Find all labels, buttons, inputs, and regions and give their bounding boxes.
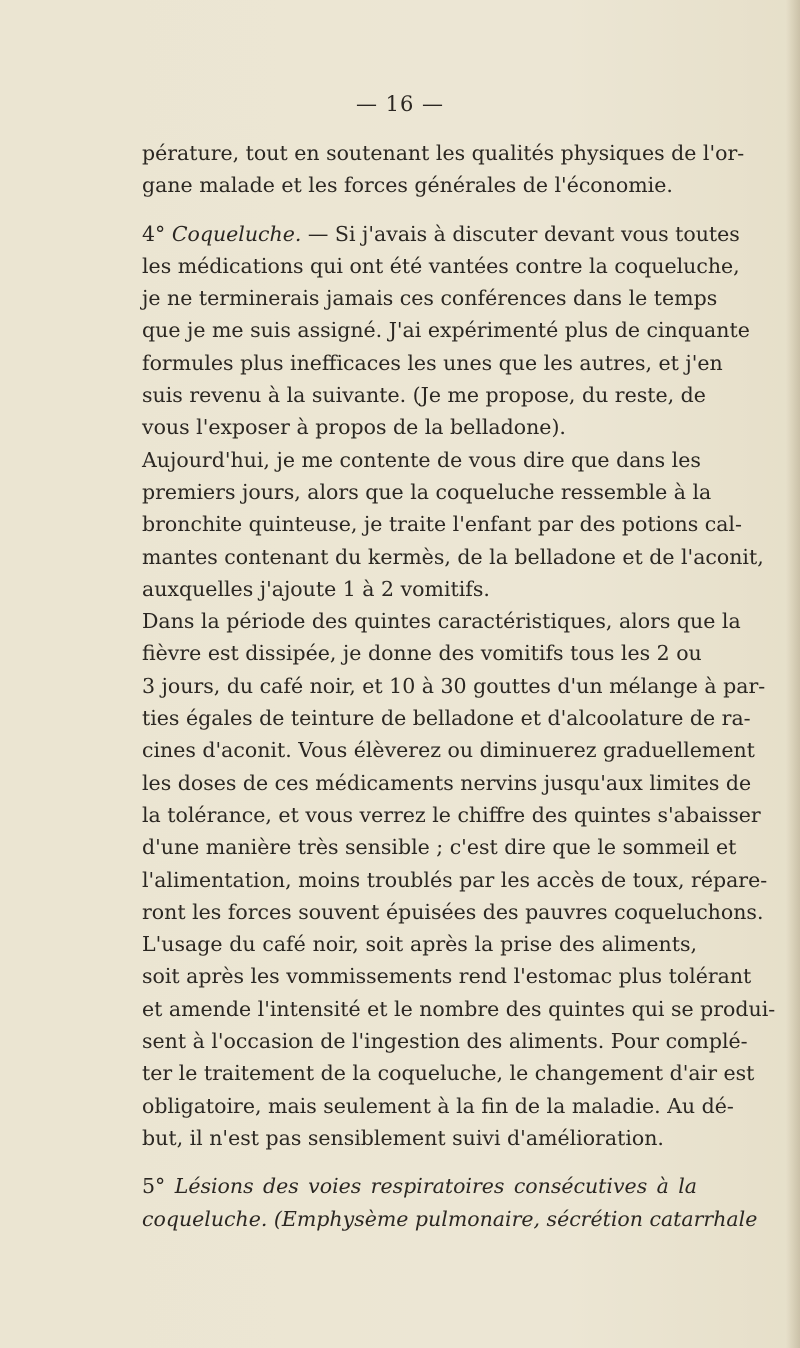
text-line: les doses de ces médicaments nervins jusqu'aux limites de: [142, 770, 752, 795]
text-line: bronchite quinteuse, je traite l'enfant par des potions cal-: [142, 512, 742, 537]
text-line: cines d'aconit. Vous élèverez ou diminuerez graduellement: [142, 738, 755, 763]
section-heading-coqueluche: Coqueluche.: [171, 221, 302, 246]
text-line: Dans la période des quintes caractéristiques, alors que la: [142, 609, 741, 634]
paragraph-2: [142, 218, 750, 444]
paragraph-3: [142, 444, 764, 605]
text-line: L'usage du café noir, soit après la prise des aliments,: [142, 932, 697, 957]
text-line: d'une manière très sensible ; c'est dire que le sommeil et: [142, 835, 737, 860]
text-line: ter le traitement de la coqueluche, le changement d'air est: [142, 1061, 755, 1086]
text-line: mantes contenant du kermès, de la belladone et de l'aconit,: [142, 544, 764, 569]
paragraph-4: [142, 605, 776, 1154]
text-line: 5° Lésions des voies respiratoires consécutives à la: [142, 1174, 698, 1199]
text-line: sent à l'occasion de l'ingestion des aliments. Pour complé-: [142, 1029, 748, 1054]
text-line: suis revenu à la suivante. (Je me propose, du reste, de: [142, 383, 706, 408]
text-line: ront les forces souvent épuisées des pauvres coqueluchons.: [142, 899, 764, 924]
text-line: les médications qui ont été vantées contre la coqueluche,: [142, 253, 740, 278]
body-text: [142, 137, 776, 1235]
page-edge-shadow: [786, 0, 800, 1348]
paragraph-1: [142, 137, 745, 202]
text-line: but, il n'est pas sensiblement suivi d'amélioration.: [142, 1125, 664, 1150]
text-line: Aujourd'hui, je me contente de vous dire que dans les: [142, 447, 701, 472]
text-line: ties égales de teinture de belladone et d'alcoolature de ra-: [142, 706, 751, 731]
text-line: l'alimentation, moins troublés par les accès de toux, répare-: [142, 867, 768, 892]
paragraph-5: [142, 1170, 758, 1235]
text-line: et amende l'intensité et le nombre des quintes qui se produi-: [142, 996, 776, 1021]
text-line: formules plus inefficaces les unes que les autres, et j'en: [142, 350, 723, 375]
text-line: la tolérance, et vous verrez le chiffre des quintes s'abaisser: [142, 802, 761, 827]
text-line: auxquelles j'ajoute 1 à 2 vomitifs.: [142, 576, 490, 601]
text-line: [142, 1203, 758, 1235]
text-line: 4° Coqueluche. — Si j'avais à discuter devant vous toutes: [142, 221, 740, 246]
text-line: soit après les vommissements rend l'estomac plus tolérant: [142, 964, 752, 989]
text-line: je ne terminerais jamais ces conférences dans le temps: [142, 286, 718, 311]
text-line: 3 jours, du café noir, et 10 à 30 gouttes d'un mélange à par-: [142, 673, 766, 698]
section-heading-lesions-cont: coqueluche. (Emphysème pulmonaire, sécrétion catarrhale: [142, 1206, 758, 1231]
text-line: premiers jours, alors que la coqueluche ressemble à la: [142, 479, 712, 504]
page-number: — 16 —: [355, 92, 445, 116]
text-line: vous l'exposer à propos de la belladone).: [142, 415, 566, 440]
text-line: pérature, tout en soutenant les qualités physiques de l'or-: [142, 141, 745, 165]
text-line: gane malade et les forces générales de l'économie.: [142, 173, 673, 198]
section-heading-lesions: Lésions des voies respiratoires consécutives à la: [174, 1174, 698, 1199]
text-line: que je me suis assigné. J'ai expérimenté plus de cinquante: [142, 318, 750, 343]
text-line: obligatoire, mais seulement à la fin de la maladie. Au dé-: [142, 1093, 734, 1118]
text-line: fièvre est dissipée, je donne des vomitifs tous les 2 ou: [142, 641, 702, 666]
